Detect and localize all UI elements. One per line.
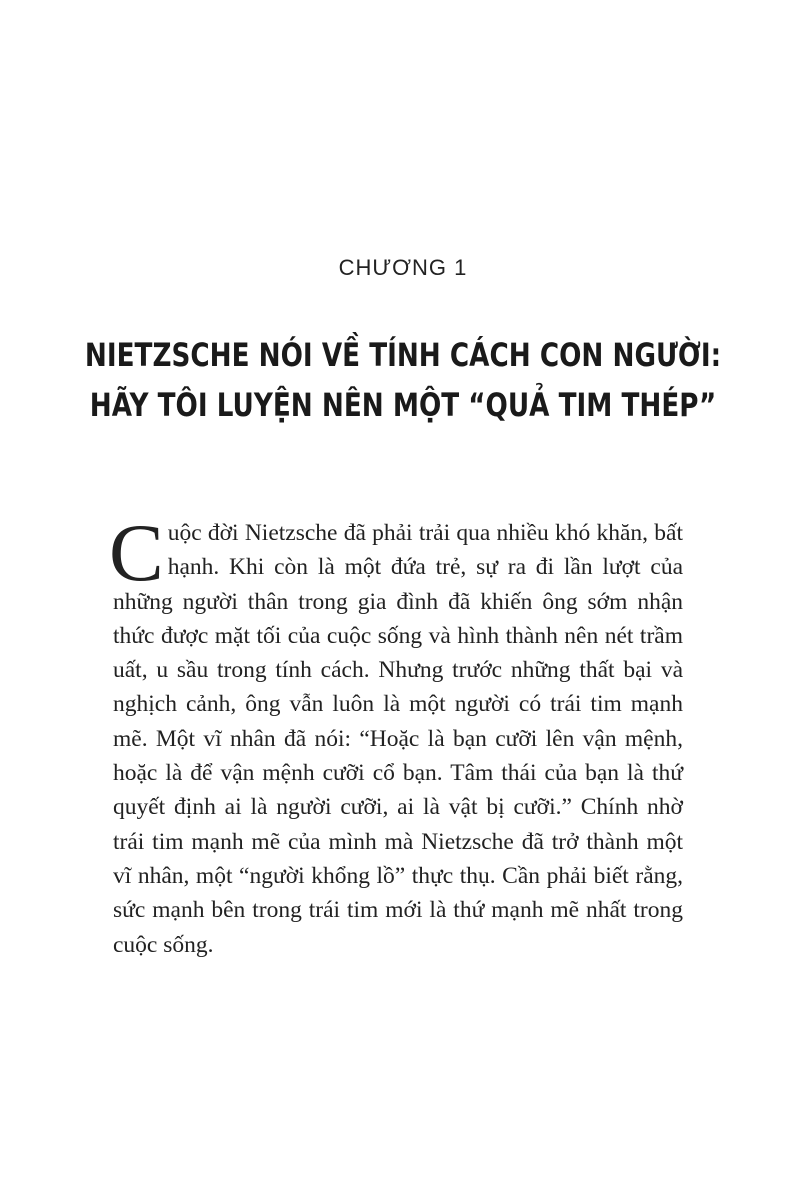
chapter-title-line-1: NIETZSCHE NÓI VỀ TÍNH CÁCH CON NGƯỜI: (84, 336, 722, 374)
drop-cap: C (109, 507, 164, 598)
chapter-label: CHƯƠNG 1 (338, 255, 468, 280)
body-paragraph (109, 507, 683, 962)
body-text: uộc đời Nietzsche đã phải trải qua nhiều khó khăn, bất hạnh. Khi còn là một đứa trẻ, sự ra đi lần lượt của những người thân trong gia đình đã khiến ông sớm nhận thức được mặt tối của cuộc sống và hình thành nên nét trầm uất, u sầu trong tính cách. Nhưng trước những thất bại và nghịch cảnh, ông vẫn luôn là một người có trái tim mạnh mẽ. Một vĩ nhân đã nói: “Hoặc là bạn cưỡi lên vận mệnh, hoặc là để vận mệnh cưỡi cổ bạn. Tâm thái của bạn là thứ quyết định ai là người cưỡi, ai là vật bị cưỡi.” Chính nhờ trái tim mạnh mẽ của mình mà Nietzsche đã trở thành một vĩ nhân, một “người khổng lồ” thực thụ. Cần phải biết rằng, sức mạnh bên trong trái tim mới là thứ mạnh mẽ nhất trong cuộc sống. (113, 520, 683, 958)
chapter-title (73, 330, 734, 430)
chapter-title-line-2: HÃY TÔI LUYỆN NÊN MỘT “QUẢ TIM THÉP” (89, 386, 717, 424)
